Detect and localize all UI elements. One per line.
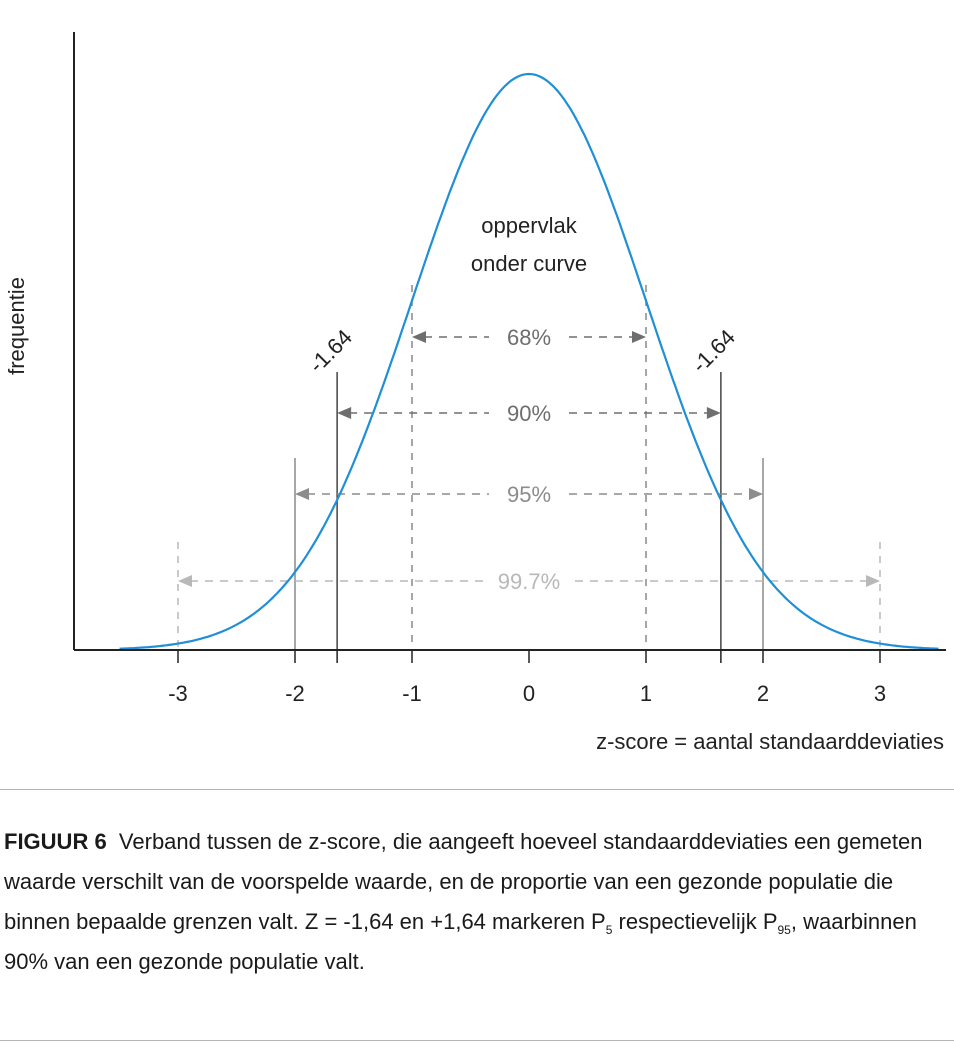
x-tick-label: 2: [756, 681, 770, 706]
interval-label: 90%: [506, 401, 552, 426]
x-ticks: [178, 650, 880, 663]
density-curve: [120, 74, 939, 649]
marker-label-right: -1.64: [686, 324, 741, 378]
area-label-line-2: onder curve: [470, 251, 588, 276]
x-tick-label: -3: [168, 681, 188, 706]
arrowhead-right-icon: [866, 575, 880, 587]
caption-text-3: , waarbinnen 90% van een gezonde populatie valt.: [4, 909, 917, 974]
x-tick-labels: [168, 681, 886, 706]
arrowhead-left-icon: [412, 331, 426, 343]
interval-label: 68%: [506, 325, 552, 350]
area-label-line-1: oppervlak: [481, 213, 577, 238]
x-tick-label: 3: [873, 681, 887, 706]
caption-text-1: Verband tussen de z-score, die aangeeft hoeveel standaarddeviaties een gemeten waarde verschilt van de voorspelde waarde, en de proportie van een gezonde populatie die binnen bepaalde grenzen valt. Z = -1,64 en +1,64 markeren P: [4, 829, 923, 934]
caption-top-rule: [0, 789, 954, 790]
arrowhead-left-icon: [337, 407, 351, 419]
interval-label: 95%: [506, 482, 552, 507]
caption-sub-p5: 5: [605, 923, 613, 937]
x-tick-label: -2: [285, 681, 305, 706]
caption-label: FIGUUR 6: [4, 829, 107, 854]
caption-text-2: respectievelijk P: [612, 909, 778, 934]
y-axis-title: frequentie: [4, 277, 29, 375]
caption-bottom-rule: [0, 1040, 954, 1041]
x-tick-label: -1: [402, 681, 422, 706]
x-axis-title: z-score = aantal standaarddeviaties: [596, 729, 944, 754]
x-tick-label: 1: [639, 681, 653, 706]
arrowhead-left-icon: [178, 575, 192, 587]
arrowhead-right-icon: [707, 407, 721, 419]
marker-label-left: -1.64: [303, 324, 358, 378]
arrowhead-right-icon: [632, 331, 646, 343]
interval-label: 99.7%: [497, 569, 561, 594]
figure-caption: [4, 822, 952, 982]
x-tick-label: 0: [522, 681, 536, 706]
caption-sub-p95: 95: [777, 923, 791, 937]
arrowhead-left-icon: [295, 488, 309, 500]
interval-arrows: [178, 325, 880, 594]
arrowhead-right-icon: [749, 488, 763, 500]
